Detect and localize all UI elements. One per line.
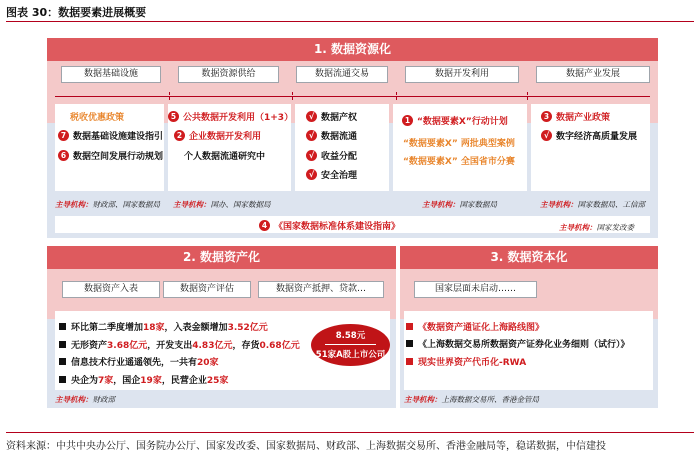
section3-authority	[404, 394, 539, 405]
source-note: 资料来源：中共中央办公厅、国务院办公厅、国家发改委、国家数据局、财政部、上海数据交易所、香港金融局等，稳诺数据，中信建投	[6, 441, 606, 452]
authority-value: 财政部、国家数据局	[92, 200, 160, 209]
bubble-label: 51家A股上市公司	[315, 350, 386, 360]
check-icon: √	[306, 111, 317, 122]
authority-value: 国家数据局	[459, 200, 497, 209]
authority-label: 主导机构：	[422, 200, 460, 209]
cat-asset-mortgage: 数据资产抵押、贷款…	[258, 281, 384, 298]
standard-guide: 《国家数据标准体系建设指南》	[274, 222, 401, 232]
bullet-square-icon	[59, 323, 66, 330]
cat-data-infrastructure: 数据基础设施	[61, 66, 161, 83]
data-x-contest: “数据要素X” 全国省市分赛	[403, 157, 515, 167]
security-governance: 安全治理	[321, 171, 358, 181]
number-7-icon: 7	[58, 130, 69, 141]
tax-policy: 税收优惠政策	[70, 113, 125, 123]
category-divider	[292, 92, 293, 100]
number-4-icon: 4	[259, 220, 270, 231]
bullet-square-icon	[406, 323, 413, 330]
bullet-square-icon	[406, 340, 413, 347]
bullet-text: 央企为	[71, 376, 99, 386]
data-x-plan: “数据要素X”行动计划	[417, 117, 508, 127]
rwa-row	[406, 355, 526, 368]
authority-value: 财政部	[92, 395, 115, 404]
bullet-text: ，开发支出	[147, 341, 193, 351]
authority-label: 主导机构：	[404, 395, 442, 404]
cat-asset-valuation: 数据资产评估	[163, 281, 251, 298]
personal-data: 个人数据流通研究中	[184, 152, 266, 162]
data-property: 数据产权	[321, 113, 358, 123]
check-icon: √	[306, 150, 317, 161]
revenue-distribution-row	[306, 149, 357, 162]
authority-label: 主导机构：	[173, 200, 211, 209]
bullet-square-icon	[59, 358, 66, 365]
bullet-value: 4.83亿元	[192, 341, 233, 351]
category-divider	[396, 92, 397, 100]
data-space-row	[58, 149, 163, 162]
standard-guide-row	[259, 219, 400, 232]
check-icon: √	[541, 130, 552, 141]
revenue-distribution: 收益分配	[321, 152, 358, 162]
tokenization-roadmap-row	[406, 320, 544, 333]
rwa-tokenization: 现实世界资产代币化-RWA	[418, 358, 527, 368]
bullet-qoq	[59, 320, 268, 333]
authority-label: 主导机构：	[559, 223, 597, 232]
check-icon: √	[306, 169, 317, 180]
bullet-text: ，国企	[113, 376, 141, 386]
authority-label: 主导机构：	[55, 200, 93, 209]
bullet-it-industry	[59, 355, 219, 368]
public-data-use: 公共数据开发利用（1+3）	[183, 113, 294, 123]
data-x-cases: “数据要素X” 两批典型案例	[403, 139, 515, 149]
bullet-value: 7家	[98, 376, 114, 386]
bullet-text: ，存货	[232, 341, 260, 351]
public-data-row	[168, 110, 293, 123]
digital-economy: 数字经济高质量发展	[556, 132, 638, 142]
number-2-icon: 2	[174, 130, 185, 141]
cat-not-started: 国家层面未启动……	[414, 281, 537, 298]
cat-data-resource-supply: 数据资源供给	[178, 66, 279, 83]
tokenization-roadmap: 《数据资产通证化上海路线图》	[418, 323, 545, 333]
section1-title: 1. 数据资源化	[47, 38, 658, 61]
securitization-rules-row	[406, 337, 630, 350]
number-5-icon: 5	[168, 111, 179, 122]
category-divider	[527, 92, 528, 100]
data-space-plan: 数据空间发展行动规划	[73, 152, 164, 162]
bullet-text: ，入表金额增加	[164, 323, 228, 333]
bubble-amount: 8.58元	[335, 331, 366, 341]
bullet-text: 环比第二季度增加	[71, 323, 144, 333]
bullet-text: 无形资产	[71, 341, 108, 351]
bullet-value: 3.52亿元	[227, 323, 268, 333]
col1-authority	[55, 199, 160, 210]
authority-value: 国家发改委	[596, 223, 634, 232]
authority-label: 主导机构：	[55, 395, 93, 404]
cat-asset-recording: 数据资产入表	[62, 281, 160, 298]
enterprise-data-row	[174, 129, 261, 142]
section2-authority	[55, 394, 115, 405]
bullet-text: ，民营企业	[161, 376, 207, 386]
bullet-square-icon	[59, 341, 66, 348]
bullet-value: 20家	[197, 358, 219, 368]
bullet-text: 信息技术行业遥遥领先，一共有	[71, 358, 198, 368]
security-governance-row	[306, 168, 357, 181]
data-x-plan-row	[402, 114, 508, 127]
bullet-breakdown	[59, 338, 300, 351]
industry-policy-row	[541, 110, 610, 123]
bullet-value: 0.68亿元	[259, 341, 300, 351]
section2-title: 2. 数据资产化	[47, 246, 396, 269]
check-icon: √	[306, 130, 317, 141]
number-6-icon: 6	[58, 150, 69, 161]
col2-authority	[173, 199, 271, 210]
bullet-value: 18家	[143, 323, 165, 333]
figure-title: 图表 30：数据要素进展概要	[6, 6, 147, 19]
section3-title: 3. 数据资本化	[400, 246, 658, 269]
standard-authority	[559, 222, 634, 233]
bullet-value: 3.68亿元	[107, 341, 148, 351]
infra-guide: 数据基础设施建设指引	[73, 132, 164, 142]
bullet-ownership	[59, 373, 228, 386]
bullet-square-icon	[406, 358, 413, 365]
data-circulation-row	[306, 129, 357, 142]
enterprise-data-use: 企业数据开发利用	[189, 132, 262, 142]
header-rule	[6, 21, 694, 22]
cat-data-industry: 数据产业发展	[536, 66, 650, 83]
listed-companies-bubble	[311, 324, 390, 366]
authority-value: 国办、国家数据局	[210, 200, 271, 209]
infra-guide-row	[58, 129, 163, 142]
authority-value: 国家数据局、工信部	[577, 200, 645, 209]
authority-value: 上海数据交易所、香港金管局	[441, 395, 539, 404]
digital-economy-row	[541, 129, 637, 142]
category-rule	[55, 96, 650, 97]
industry-policy: 数据产业政策	[556, 113, 611, 123]
data-circulation: 数据流通	[321, 132, 358, 142]
securitization-rules: 《上海数据交易所数据资产证券化业务细则（试行）》	[418, 340, 630, 350]
bullet-square-icon	[59, 376, 66, 383]
number-1-icon: 1	[402, 115, 413, 126]
footer-rule	[6, 432, 694, 433]
cat-data-circulation: 数据流通交易	[296, 66, 388, 83]
bubble-divider	[325, 344, 376, 345]
bullet-value: 19家	[140, 376, 162, 386]
col5-authority	[540, 199, 645, 210]
number-3-icon: 3	[541, 111, 552, 122]
data-property-row	[306, 110, 357, 123]
category-divider	[169, 92, 170, 100]
authority-label: 主导机构：	[540, 200, 578, 209]
bullet-value: 25家	[206, 376, 229, 386]
col4-authority	[422, 199, 497, 210]
cat-data-development: 数据开发利用	[405, 66, 519, 83]
